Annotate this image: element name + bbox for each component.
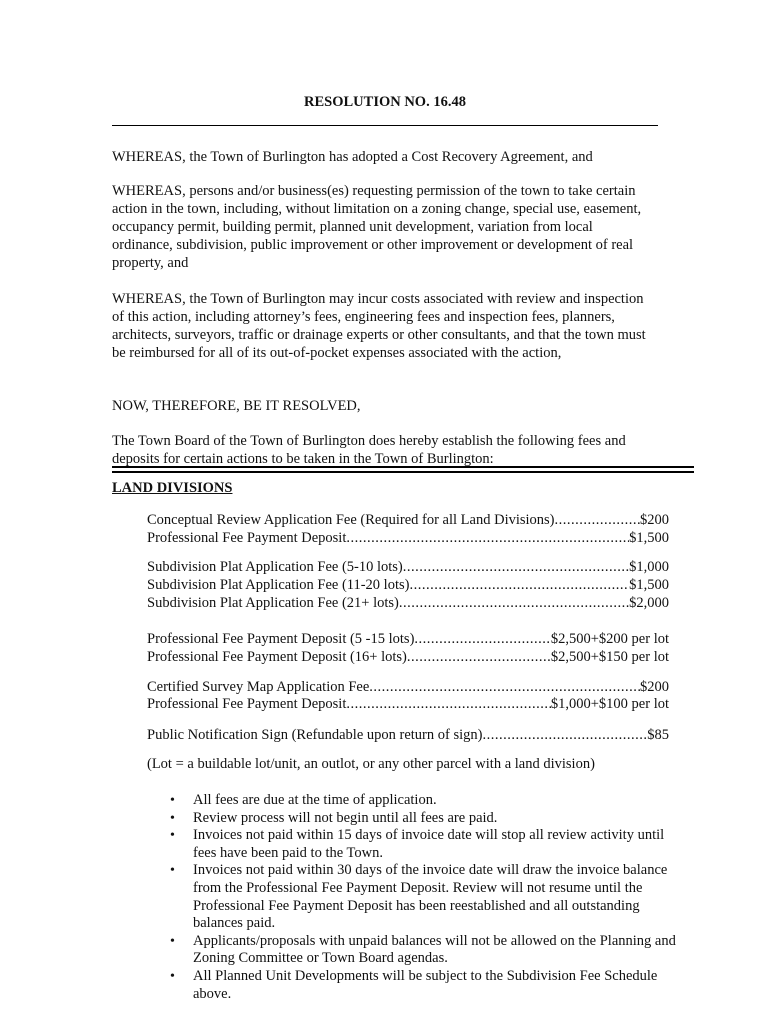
lot-definition-note: (Lot = a buildable lot/unit, an outlot, or any other parcel with a land division) bbox=[147, 756, 595, 772]
leader-dots bbox=[555, 512, 640, 529]
leader-dots bbox=[346, 530, 629, 547]
fee-line bbox=[147, 559, 669, 577]
fee-line bbox=[147, 512, 669, 530]
fee-amount: $2,500+$150 per lot bbox=[550, 649, 669, 665]
fee-label: Professional Fee Payment Deposit (16+ lots) bbox=[147, 649, 407, 665]
fee-label: Conceptual Review Application Fee (Required for all Land Divisions) bbox=[147, 512, 555, 528]
leader-dots bbox=[409, 577, 629, 594]
bullet-text: All Planned Unit Developments will be subject to the Subdivision Fee Schedule above. bbox=[193, 967, 658, 1002]
list-item bbox=[168, 827, 678, 862]
bullet-icon: • bbox=[170, 810, 175, 826]
bullet-text: Invoices not paid within 30 days of the invoice date will draw the invoice balance from the Professional Fee Payment Deposit. Review will not resume until the Professional Fee Payment Deposit has been reestablished and all outstanding balances paid. bbox=[193, 862, 668, 932]
fee-line bbox=[147, 649, 669, 667]
bullet-icon: • bbox=[170, 933, 175, 949]
bullet-text: Review process will not begin until all fees are paid. bbox=[193, 809, 498, 826]
fee-line bbox=[147, 631, 669, 649]
section-heading: LAND DIVISIONS bbox=[112, 480, 233, 496]
list-item bbox=[168, 810, 678, 828]
fee-label: Subdivision Plat Application Fee (5-10 lots) bbox=[147, 559, 403, 575]
fee-label: Subdivision Plat Application Fee (11-20 lots) bbox=[147, 577, 410, 593]
fee-amount: $200 bbox=[640, 679, 669, 695]
fee-label: Public Notification Sign (Refundable upon return of sign) bbox=[147, 727, 483, 743]
list-item bbox=[168, 968, 678, 1003]
leader-dots bbox=[403, 559, 629, 576]
resolution-title: RESOLUTION NO. 16.48 bbox=[304, 94, 466, 110]
fee-line bbox=[147, 696, 669, 714]
leader-dots bbox=[414, 631, 550, 648]
leader-dots bbox=[399, 595, 629, 612]
fee-amount: $1,500 bbox=[629, 530, 669, 546]
whereas-paragraph-2: WHEREAS, persons and/or business(es) requesting permission of the town to take certain action in the town, including, without limitation on a zoning change, special use, easement, occupancy permit, building permit, planned unit development, variation from local ordinance, subdivision, public improvement or other improvement or development of real property, and bbox=[112, 183, 642, 271]
bullet-text: All fees are due at the time of application. bbox=[193, 792, 437, 808]
whereas-paragraph-1: WHEREAS, the Town of Burlington has adopted a Cost Recovery Agreement, and bbox=[112, 149, 593, 165]
fee-line bbox=[147, 595, 669, 613]
bullet-icon: • bbox=[170, 793, 175, 808]
leader-dots bbox=[482, 727, 647, 744]
fee-label: Subdivision Plat Application Fee (21+ lots) bbox=[147, 595, 399, 611]
fee-amount: $1,000+$100 per lot bbox=[550, 696, 669, 712]
resolved-paragraph: NOW, THEREFORE, BE IT RESOLVED, bbox=[112, 398, 361, 414]
fee-line bbox=[147, 727, 669, 745]
fee-label: Professional Fee Payment Deposit bbox=[147, 530, 347, 546]
policy-bullet-list bbox=[168, 792, 678, 1003]
bullet-icon: • bbox=[170, 828, 175, 844]
fee-amount: $2,000 bbox=[629, 595, 669, 611]
fee-line bbox=[147, 577, 669, 595]
title-divider bbox=[112, 125, 658, 126]
list-item bbox=[168, 933, 678, 968]
bullet-text: Applicants/proposals with unpaid balances will not be allowed on the Planning and Zoning Committee or Town Board agendas. bbox=[193, 932, 676, 967]
bullet-text: Invoices not paid within 15 days of invoice date will stop all review activity until fees have been paid to the Town. bbox=[193, 827, 665, 861]
list-item bbox=[168, 792, 678, 810]
list-item bbox=[168, 862, 678, 932]
leader-dots bbox=[369, 679, 640, 696]
fee-label: Professional Fee Payment Deposit (5 -15 lots) bbox=[147, 631, 415, 647]
fee-amount: $2,500+$200 per lot bbox=[550, 631, 669, 647]
leader-dots bbox=[407, 649, 551, 666]
whereas-paragraph-3: WHEREAS, the Town of Burlington may incur costs associated with review and inspection of this action, including attorney’s fees, engineering fees and inspection fees, planners, architects, surveyors, traffic or drainage experts or other consultants, and that the town must be reimbursed for all of its out-of-pocket expenses associated with the action, bbox=[112, 291, 646, 361]
fee-amount: $85 bbox=[647, 727, 669, 743]
fee-label: Certified Survey Map Application Fee bbox=[147, 679, 370, 695]
bullet-icon: • bbox=[170, 968, 175, 984]
section-divider bbox=[112, 466, 694, 473]
fee-amount: $1,500 bbox=[629, 577, 669, 593]
establish-paragraph: The Town Board of the Town of Burlington does hereby establish the following fees and deposits for certain actions to be taken in the Town of Burlington: bbox=[112, 433, 626, 467]
fee-amount: $200 bbox=[640, 512, 669, 528]
fee-amount: $1,000 bbox=[629, 559, 669, 575]
fee-label: Professional Fee Payment Deposit bbox=[147, 696, 347, 712]
bullet-icon: • bbox=[170, 863, 175, 879]
leader-dots bbox=[346, 696, 551, 713]
fee-line bbox=[147, 679, 669, 697]
fee-line bbox=[147, 530, 669, 548]
